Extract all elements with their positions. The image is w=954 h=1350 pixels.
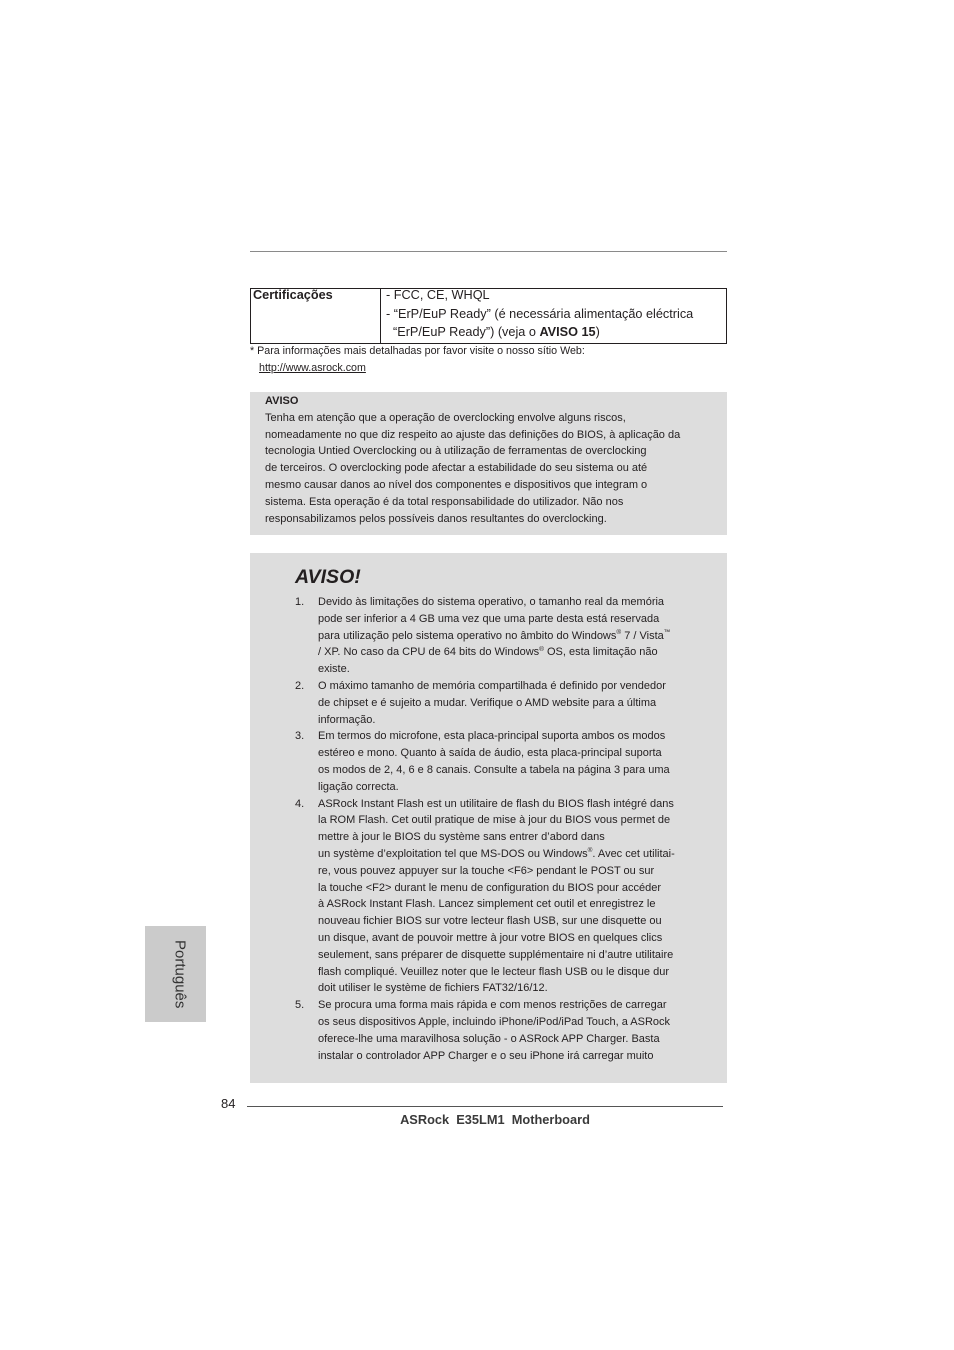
notice-list bbox=[295, 594, 675, 1064]
list-item-text bbox=[318, 594, 670, 678]
paragraph-line: sistema. Esta operação é da total responsabilidade do utilizador. Não nos bbox=[265, 495, 624, 508]
list-item-line: un disque, avant de pouvoir mettre à jour votre BIOS en quelques clics bbox=[318, 931, 663, 944]
line-segment: OS, esta limitação não bbox=[543, 646, 658, 659]
list-item-number: 2. bbox=[295, 679, 305, 692]
list-item-line: re, vous pouvez appuyer sur la touche <F6> pendant le POST ou sur bbox=[318, 864, 655, 877]
list-item-number: 5. bbox=[295, 999, 305, 1012]
line-segment: para utilização pelo sistema operativo no âmbito do Windows bbox=[318, 629, 617, 642]
certification-text: “ErP/EuP Ready”) (veja o bbox=[393, 325, 540, 339]
footer-rule bbox=[247, 1106, 723, 1107]
line-segment: 7 / Vista bbox=[621, 629, 664, 642]
registered-mark: ® bbox=[539, 645, 544, 653]
registered-mark: ® bbox=[616, 629, 622, 637]
paragraph-line: Tenha em atenção que a operação de overclocking envolve alguns riscos, bbox=[265, 411, 626, 424]
notice-title: AVISO! bbox=[295, 566, 361, 588]
list-item-line: instalar o controlador APP Charger e o seu iPhone irá carregar muito bbox=[318, 1049, 654, 1062]
paragraph-line: tecnologia Untied Overclocking ou à utilização de ferramentas de overclocking bbox=[265, 445, 647, 458]
list-item-line: doit utiliser le système de fichiers FAT32/16/12. bbox=[318, 982, 548, 995]
paragraph-line: mesmo causar danos ao nível dos componentes e dispositivos que integram o bbox=[265, 478, 648, 491]
list-item-line: informação. bbox=[318, 713, 376, 726]
overclocking-warning-content bbox=[265, 393, 680, 527]
certification-text: ) bbox=[595, 325, 600, 339]
list-item-number: 4. bbox=[295, 797, 305, 810]
list-item bbox=[295, 728, 675, 795]
certifications-values bbox=[386, 286, 726, 342]
paragraph-line: de terceiros. O overclocking pode afectar a estabilidade do seu sistema ou até bbox=[265, 462, 648, 475]
list-item-line bbox=[318, 644, 670, 661]
certifications-label: Certificações bbox=[253, 288, 333, 302]
top-rule bbox=[250, 251, 727, 252]
certifications-table bbox=[250, 288, 727, 344]
page-number: 84 bbox=[221, 1096, 236, 1111]
list-item-line: existe. bbox=[318, 663, 350, 676]
overclocking-warning-heading: AVISO bbox=[265, 395, 299, 407]
list-item-text bbox=[318, 678, 666, 728]
trademark-mark: ™ bbox=[663, 629, 671, 637]
list-item-line: de chipset e é sujeito a mudar. Verifique o AMD website para a última bbox=[318, 696, 657, 709]
list-item-number: 1. bbox=[295, 596, 305, 608]
certifications-value-cell bbox=[381, 289, 726, 343]
list-item bbox=[295, 594, 675, 678]
list-item-line: estéreo e mono. Quanto à saída de áudio, esta placa-principal suporta bbox=[318, 747, 662, 760]
list-item-line: pode ser inferior a 4 GB uma vez que uma parte desta está reservada bbox=[318, 612, 660, 625]
list-item-line: flash compliqué. Veuillez noter que le lecteur flash USB ou le disque dur bbox=[318, 965, 669, 978]
list-item-line: ASRock Instant Flash est un utilitaire de flash du BIOS flash intégré dans bbox=[318, 797, 674, 810]
line-segment: . Avec cet utilitai- bbox=[592, 847, 675, 860]
list-item-line: seulement, sans préparer de disquette supplémentaire ni d’autre utilitaire bbox=[318, 948, 674, 961]
list-item-text bbox=[318, 997, 670, 1064]
list-item-number: 3. bbox=[295, 730, 305, 743]
language-side-tab bbox=[145, 926, 206, 1022]
list-item-line: la ROM Flash. Cet outil pratique de mise à jour du BIOS vous permet de bbox=[318, 814, 671, 827]
overclocking-warning-panel bbox=[250, 392, 727, 535]
language-label: Português bbox=[171, 939, 189, 1009]
asrock-website-link[interactable]: http://www.asrock.com bbox=[259, 362, 366, 374]
list-item-line: ligação correcta. bbox=[318, 780, 399, 793]
list-item-line: mettre à jour le BIOS du système sans entrer d’abord dans bbox=[318, 831, 605, 844]
list-item bbox=[295, 796, 675, 998]
list-item-line: à ASRock Instant Flash. Lancez simplement cet outil et enregistrez le bbox=[318, 898, 656, 911]
paragraph-line: responsabilizamos pelos possíveis danos resultantes do overclocking. bbox=[265, 512, 607, 525]
notice-panel bbox=[250, 553, 727, 1083]
line-segment: un système d’exploitation tel que MS-DOS ou Windows bbox=[318, 847, 588, 860]
list-item-line: nouveau fichier BIOS sur votre lecteur flash USB, sur une disquette ou bbox=[318, 915, 662, 928]
certification-line: - “ErP/EuP Ready” (é necessária alimentação eléctrica bbox=[386, 306, 694, 321]
list-item-line: os modos de 2, 4, 6 e 8 canais. Consulte a tabela na página 3 para uma bbox=[318, 763, 670, 776]
list-item-line bbox=[318, 846, 675, 863]
list-item bbox=[295, 678, 675, 728]
list-item-line: os seus dispositivos Apple, incluindo iPhone/iPod/iPad Touch, a ASRock bbox=[318, 1015, 671, 1028]
list-item-text bbox=[318, 728, 670, 795]
aviso-15-reference: AVISO 15 bbox=[539, 325, 596, 339]
list-item-line bbox=[318, 628, 670, 645]
registered-mark: ® bbox=[587, 847, 593, 855]
list-item-line: oferece-lhe uma maravilhosa solução - o ASRock APP Charger. Basta bbox=[318, 1032, 660, 1045]
line-segment: / XP. No caso da CPU de 64 bits do Windows bbox=[318, 646, 540, 659]
list-item-line: Se procura uma forma mais rápida e com menos restrições de carregar bbox=[318, 999, 667, 1012]
certification-line: - FCC, CE, WHQL bbox=[386, 288, 490, 302]
footnote: * Para informações mais detalhadas por favor visite o nosso sítio Web: bbox=[250, 345, 585, 357]
list-item bbox=[295, 997, 675, 1064]
list-item-line: Em termos do microfone, esta placa-principal suporta ambos os modos bbox=[318, 730, 666, 743]
list-item-text bbox=[318, 796, 675, 998]
paragraph-line: nomeadamente no que diz respeito ao ajuste das definições do BIOS, à aplicação da bbox=[265, 428, 681, 441]
list-item-line: la touche <F2> durant le menu de configuration du BIOS pour accéder bbox=[318, 881, 662, 894]
list-item-line: O máximo tamanho de memória compartilhada é definido por vendedor bbox=[318, 679, 666, 692]
certification-line bbox=[386, 323, 726, 342]
list-item-line: Devido às limitações do sistema operativo, o tamanho real da memória bbox=[318, 596, 665, 608]
certifications-label-cell bbox=[251, 289, 381, 343]
footer-title: ASRock E35LM1 Motherboard bbox=[400, 1112, 590, 1127]
